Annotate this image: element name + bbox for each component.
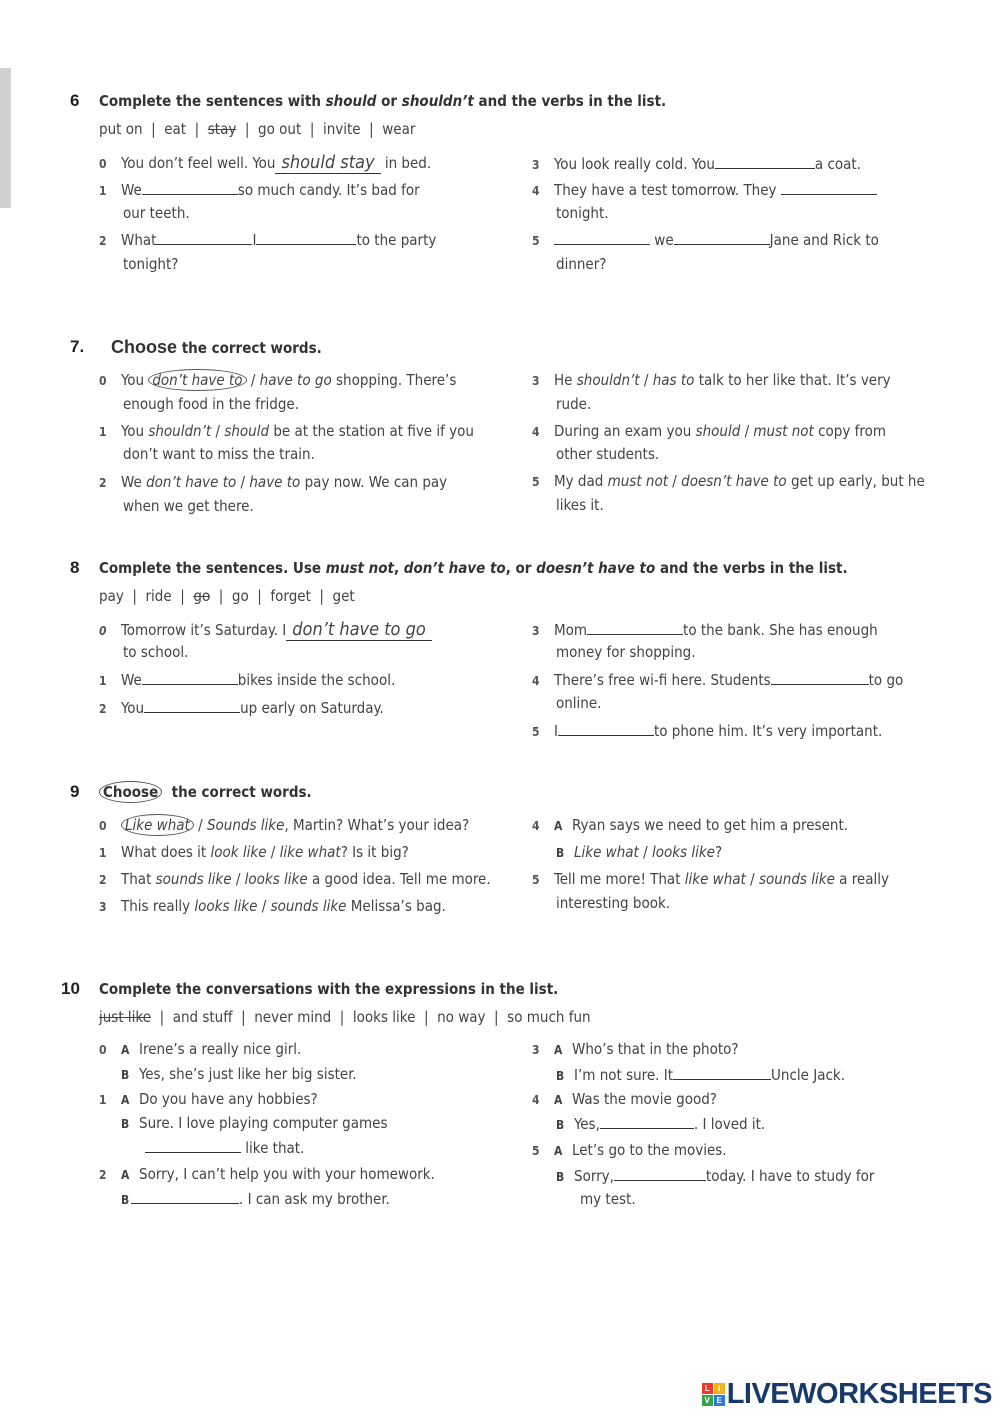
- sentence-continuation: other students.: [556, 445, 660, 463]
- answer-blank[interactable]: [600, 1114, 694, 1129]
- choice-item: 2 We don’t have to / have to pay now. We can pay: [99, 473, 448, 491]
- answer-blank[interactable]: [771, 670, 869, 685]
- logo-block: I: [714, 1383, 725, 1394]
- example-answer: should stay: [275, 152, 380, 174]
- choice-item: 4 During an exam you should / must not copy from: [532, 422, 886, 440]
- sentence-continuation: don’t want to miss the train.: [123, 445, 315, 463]
- answer-blank[interactable]: [558, 721, 654, 736]
- sentence-continuation: rude.: [556, 395, 592, 413]
- sentence-continuation: money for shopping.: [556, 643, 696, 661]
- option[interactable]: sounds like: [270, 897, 347, 915]
- sentence-item: 5 we Jane and Rick to: [532, 231, 879, 249]
- option[interactable]: have to: [249, 473, 301, 491]
- word-list: put on | eat | stay | go out | invite | wear: [99, 120, 416, 138]
- exercise-number: 7.: [70, 337, 85, 356]
- option[interactable]: looks like: [244, 870, 308, 888]
- word-list: just like | and stuff | never mind | looks like | no way | so much fun: [99, 1008, 591, 1026]
- sentence-item: 0 You don’t feel well. You should stay in bed.: [99, 152, 432, 173]
- option[interactable]: looks like: [194, 897, 258, 915]
- option[interactable]: shouldn’t: [576, 371, 640, 389]
- sentence-continuation: tonight.: [556, 204, 609, 222]
- answer-blank[interactable]: [131, 1189, 239, 1204]
- exercise-instruction: Choose the correct words.: [111, 337, 322, 357]
- sentence-item: 0 Tomorrow it’s Saturday. I don’t have to go: [99, 619, 432, 640]
- choice-item: 3 He shouldn’t / has to talk to her like that. It’s very: [532, 371, 891, 389]
- dialogue-reply-continuation: like that.: [145, 1138, 304, 1157]
- sentence-continuation: enough food in the fridge.: [123, 395, 299, 413]
- answer-blank[interactable]: [144, 698, 240, 713]
- dialogue-reply: B Yes, she’s just like her big sister.: [121, 1065, 357, 1083]
- option[interactable]: looks like: [651, 843, 715, 861]
- dialogue-reply: B I’m not sure. It Uncle Jack.: [556, 1066, 845, 1084]
- option[interactable]: has to: [652, 371, 695, 389]
- option[interactable]: should: [224, 422, 270, 440]
- sentence-continuation: online.: [556, 694, 602, 712]
- exercise-number: 6: [70, 91, 80, 110]
- exercise-number: 9: [70, 782, 80, 801]
- exercise-instruction: Choose the correct words.: [99, 783, 312, 801]
- option[interactable]: Sounds like: [206, 816, 285, 834]
- logo-icon: [702, 1383, 725, 1406]
- page-edge-tab: [0, 68, 11, 208]
- sentence-item: 1 We bikes inside the school.: [99, 671, 396, 689]
- option[interactable]: don’t have to: [146, 473, 237, 491]
- sentence-continuation: dinner?: [556, 255, 607, 273]
- liveworksheets-logo: [702, 1378, 992, 1411]
- exercise-number: 8: [70, 558, 80, 577]
- sentence-continuation: likes it.: [556, 496, 604, 514]
- sentence-item: 4 They have a test tomorrow. They: [532, 180, 877, 199]
- dialogue-reply: B . I can ask my brother.: [121, 1190, 390, 1208]
- dialogue-item: 1 A Do you have any hobbies?: [99, 1090, 318, 1108]
- selected-option[interactable]: don’t have to: [148, 369, 246, 391]
- sentence-item: 2 What I to the party: [99, 231, 437, 249]
- answer-blank[interactable]: [673, 1065, 771, 1080]
- option[interactable]: like what: [279, 843, 341, 861]
- choice-item: 1 What does it look like / like what? Is it big?: [99, 843, 409, 861]
- choice-item: 5 My dad must not / doesn’t have to get up early, but he: [532, 472, 925, 490]
- answer-blank[interactable]: [142, 180, 238, 195]
- logo-block: E: [714, 1395, 725, 1406]
- option[interactable]: should: [695, 422, 741, 440]
- sentence-continuation: tonight?: [123, 255, 179, 273]
- dialogue-item: 0 A Irene’s a really nice girl.: [99, 1040, 302, 1058]
- choice-item: 0 Like what / Sounds like, Martin? What’s your idea?: [99, 816, 470, 834]
- exercise-instruction: Complete the sentences with should or shouldn’t and the verbs in the list.: [99, 92, 667, 110]
- sentence-item: 1 We so much candy. It’s bad for: [99, 181, 420, 199]
- logo-block: L: [702, 1383, 713, 1394]
- answer-blank[interactable]: [554, 230, 650, 245]
- word-list: pay | ride | go | go | forget | get: [99, 587, 355, 605]
- logo-text: LIVEWORKSHEETS: [726, 1378, 992, 1410]
- option[interactable]: like what: [684, 870, 746, 888]
- sentence-continuation: interesting book.: [556, 894, 671, 912]
- exercise-instruction: Complete the sentences. Use must not, don’t have to, or doesn’t have to and the verbs in the list.: [99, 559, 848, 577]
- option[interactable]: must not: [607, 472, 669, 490]
- choice-item: 1 You shouldn’t / should be at the station at five if you: [99, 422, 474, 440]
- sentence-item: 5 I to phone him. It’s very important.: [532, 722, 883, 740]
- answer-blank[interactable]: [674, 230, 770, 245]
- option[interactable]: doesn’t have to: [681, 472, 787, 490]
- option[interactable]: sounds like: [758, 870, 835, 888]
- option[interactable]: shouldn’t: [148, 422, 212, 440]
- dialogue-item: 2 A Sorry, I can’t help you with your homework.: [99, 1165, 435, 1183]
- dialogue-reply: B Sorry, today. I have to study for: [556, 1167, 875, 1185]
- exercise-instruction: Complete the conversations with the expressions in the list.: [99, 980, 559, 998]
- sentence-continuation: my test.: [580, 1190, 636, 1208]
- dialogue-reply: B Yes, . I loved it.: [556, 1115, 766, 1133]
- choice-item: 3 This really looks like / sounds like Melissa’s bag.: [99, 897, 446, 915]
- dialogue-item: 4 A Was the movie good?: [532, 1090, 717, 1108]
- answer-blank[interactable]: [614, 1166, 706, 1181]
- dialogue-item: 3 A Who’s that in the photo?: [532, 1040, 739, 1058]
- dialogue-item: 5 A Let’s go to the movies.: [532, 1141, 727, 1159]
- dialogue-item: 4 A Ryan says we need to get him a present.: [532, 816, 849, 834]
- choice-item: 2 That sounds like / looks like a good idea. Tell me more.: [99, 870, 491, 888]
- sentence-item: 2 You up early on Saturday.: [99, 699, 384, 717]
- option[interactable]: sounds like: [155, 870, 232, 888]
- sentence-continuation: when we get there.: [123, 497, 254, 515]
- choice-item: 5 Tell me more! That like what / sounds like a really: [532, 870, 889, 888]
- answer-blank[interactable]: [587, 620, 683, 635]
- dialogue-reply: B Like what / looks like?: [556, 843, 723, 861]
- option[interactable]: have to go: [259, 371, 332, 389]
- option[interactable]: must not: [753, 422, 814, 440]
- sentence-item: 3 Mom to the bank. She has enough: [532, 621, 878, 639]
- answer-blank[interactable]: [256, 230, 356, 245]
- option[interactable]: look like: [210, 843, 267, 861]
- exercise-number: 10: [61, 979, 80, 998]
- answer-blank[interactable]: [145, 1138, 241, 1153]
- answer-blank[interactable]: [156, 230, 252, 245]
- answer-blank[interactable]: [142, 670, 238, 685]
- sentence-continuation: to school.: [123, 643, 189, 661]
- sentence-continuation: our teeth.: [123, 204, 190, 222]
- sentence-item: 4 There’s free wi-fi here. Students to go: [532, 671, 904, 689]
- selected-option[interactable]: Like what: [121, 814, 194, 836]
- dialogue-reply: B Sure. I love playing computer games: [121, 1114, 388, 1132]
- answer-blank[interactable]: [781, 180, 877, 195]
- choice-item: 0 You don’t have to / have to go shopping. There’s: [99, 371, 457, 389]
- logo-block: V: [702, 1395, 713, 1406]
- example-answer: don’t have to go: [286, 619, 432, 641]
- sentence-item: 3 You look really cold. You a coat.: [532, 155, 861, 173]
- answer-blank[interactable]: [715, 154, 815, 169]
- option[interactable]: Like what: [574, 843, 639, 861]
